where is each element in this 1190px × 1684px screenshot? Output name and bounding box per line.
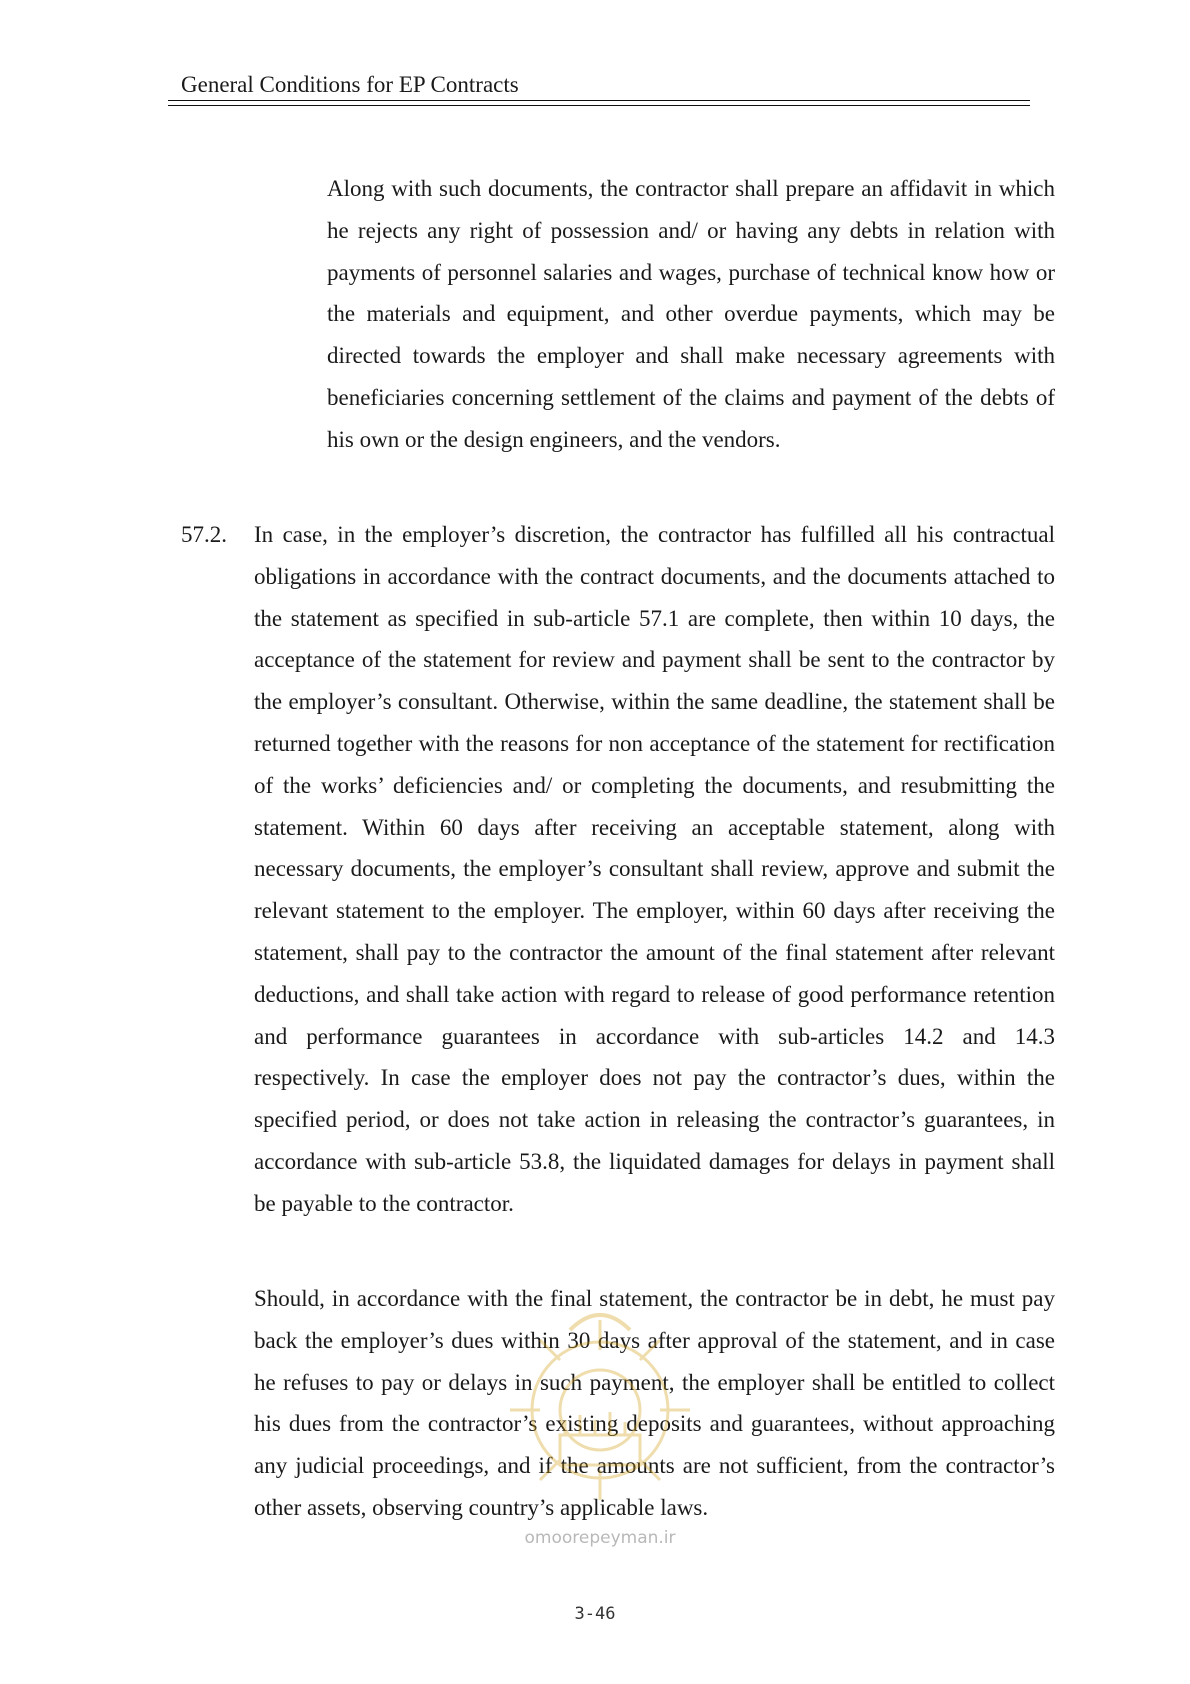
paragraph-clause-57-2: In case, in the employer’s discretion, the contractor has fulfilled all his contractual obligations in accordance with the contract documents, and the documents attached to the statement as specified in sub-article 57.1 are complete, then within 10 days, the acceptance of the statement for review and payment shall be sent to the contractor by the employer’s consultant. Otherwise, within the same deadline, the statement shall be returned together with the reasons for non acceptance of the statement for rectification of the works’ deficiencies and/ or completing the documents, and resubmitting the statement. Within 60 days after receiving an acceptable statement, along with necessary documents, the employer’s consultant shall review, approve and submit the relevant statement to the employer. The employer, within 60 days after receiving the statement, shall pay to the contractor the amount of the final statement after relevant deductions, and shall take action with regard to release of good performance retention and performance guarantees in accordance with sub-articles 14.2 and 14.3 respectively. In case the employer does not pay the contractor’s dues, within the specified period, or does not take action in releasing the contractor’s guarantees, in accordance with sub-article 53.8, the liquidated damages for delays in payment shall be payable to the contractor. (254, 522, 1055, 1216)
paragraph-affidavit: Along with such documents, the contractor shall prepare an affidavit in which he rejects any right of possession and/ or having any debts in relation with payments of personnel salaries and wages, purchase of technical know how or the materials and equipment, and other overdue payments, which may be directed towards the employer and shall make necessary agreements with beneficiaries concerning settlement of the claims and payment of the debts of his own or the design engineers, and the vendors. (327, 176, 1055, 452)
running-header-title: General Conditions for EP Contracts (181, 72, 519, 97)
watermark-site-text: omoorepeyman.ir (524, 1528, 676, 1548)
clause-number: 57.2. (181, 522, 227, 547)
header-double-rule (168, 100, 1030, 106)
paragraph-contractor-debt: Should, in accordance with the final statement, the contractor be in debt, he must pay back the employer’s dues within 30 days after approval of the statement, and in case he refuses to pay or delays in such payment, the employer shall be entitled to collect his dues from the contractor’s existing deposits and guarantees, without approaching any judicial proceedings, and if the amounts are not sufficient, from the contractor’s other assets, observing country’s applicable laws. (254, 1286, 1055, 1520)
page-number: 3-46 (574, 1604, 616, 1624)
